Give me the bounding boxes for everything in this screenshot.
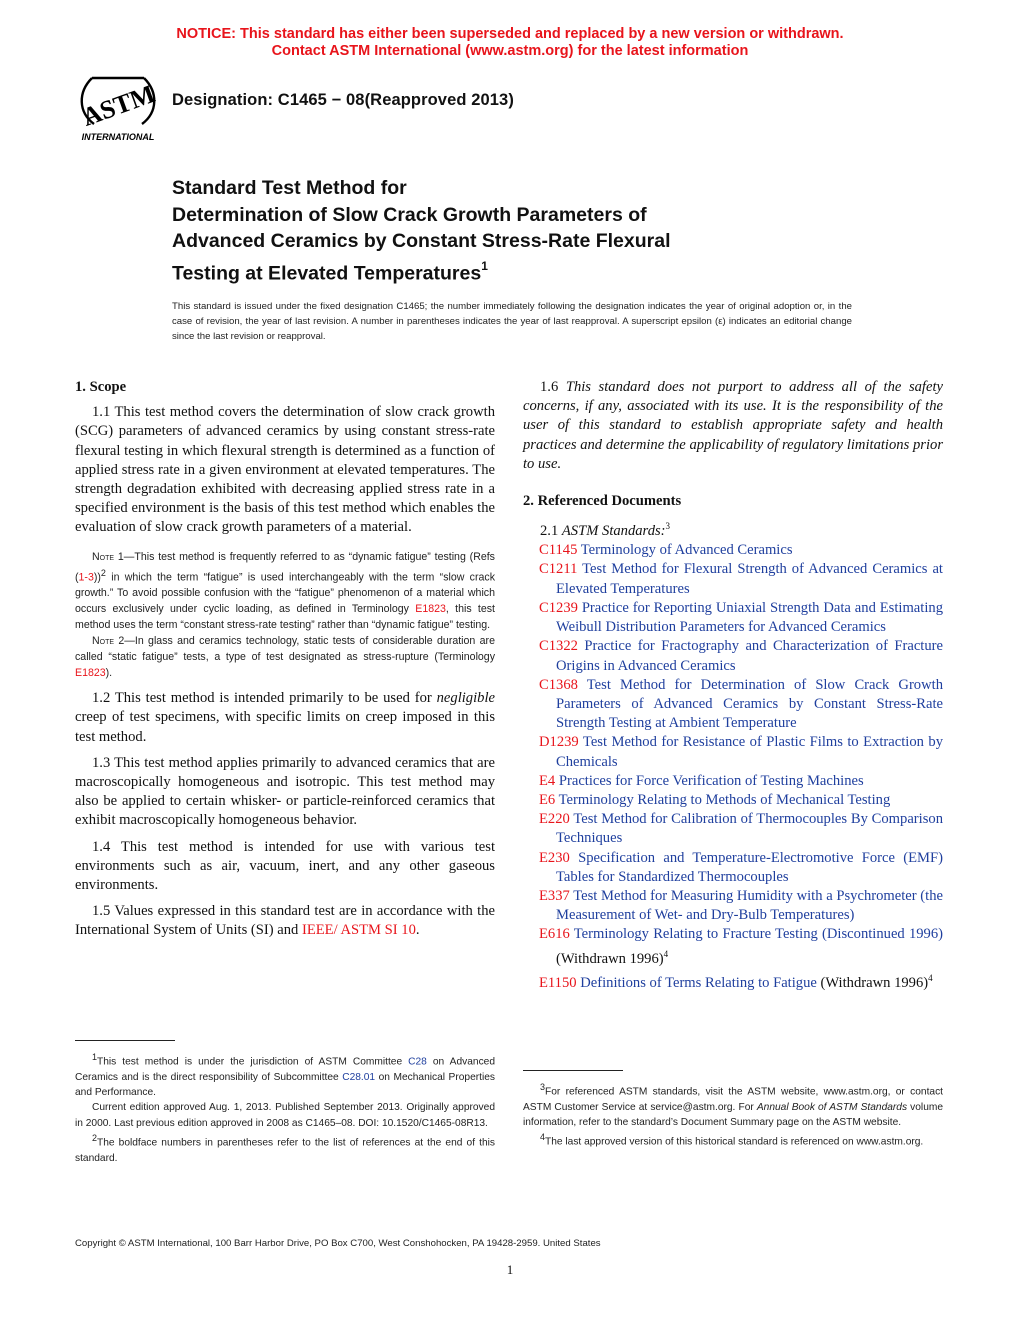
notice-line-1: NOTICE: This standard has either been superseded and replaced by a new version or withdrawn.	[176, 26, 844, 42]
reference-item	[523, 791, 943, 810]
reference-code-link[interactable]: C1145	[539, 542, 578, 559]
issuance-statement: This standard is issued under the fixed designation C1465; the number immediately following the designation indicates the year of original adoption or, in the case of revision, the year of last revision. A number in parentheses indicates the year of last reapproval. A superscript epsilon (ε) indicates an editorial change since the last revision or reapproval.	[172, 301, 852, 342]
footnote-1-edition: Current edition approved Aug. 1, 2013. Published September 2013. Originally approved in 2000. Last previous edition approved in 2008 as C1465–08. DOI: 10.1520/C1465-08R13.	[75, 1102, 495, 1129]
reference-item	[523, 849, 943, 887]
document-title	[172, 175, 671, 287]
reference-code-link[interactable]: C1211	[539, 561, 578, 578]
logo-text: ASTM	[78, 78, 159, 132]
para-2-1	[523, 517, 943, 541]
reference-code-link[interactable]: E220	[539, 811, 570, 828]
reference-title-link[interactable]: Specification and Temperature-Electromotive Force (EMF) Tables for Standardized Thermocouples	[556, 849, 943, 885]
reference-title-link[interactable]: Test Method for Determination of Slow Crack Growth Parameters of Advanced Ceramics by Constant Stress-Rate Strength Testing at Ambient Temperature	[556, 676, 943, 732]
note-2-text-b: ).	[105, 667, 113, 680]
left-footnotes	[75, 1050, 495, 1166]
reference-title-link[interactable]: Test Method for Calibration of Thermocouples By Comparison Techniques	[556, 811, 943, 847]
footnote-3-text-b: volume information, refer to the standard’s Document Summary page on the ASTM website.	[523, 1101, 944, 1128]
referenced-standards-list	[523, 541, 943, 992]
reference-code-link[interactable]: C1239	[539, 599, 578, 616]
c28-01-link[interactable]: C28.01	[342, 1071, 376, 1083]
footnote-3-emphasis: Annual Book of ASTM Standards	[756, 1101, 908, 1113]
superseded-notice	[0, 26, 1020, 60]
reference-code-link[interactable]: C1322	[539, 638, 578, 655]
note-1-text-a: —This test method is frequently referred to as “dynamic fatigue” testing (Refs (	[75, 550, 495, 584]
footnote-4	[523, 1130, 943, 1150]
para-1-5	[75, 902, 495, 940]
para-1-5-text-b: .	[415, 922, 420, 939]
footnote-4-mark: 4	[540, 1132, 546, 1143]
note-1	[75, 549, 495, 634]
title-line-3: Advanced Ceramics by Constant Stress-Rate Flexural	[172, 230, 671, 252]
section-2-heading: 2. Referenced Documents	[523, 493, 682, 510]
reference-item	[523, 599, 943, 637]
title-line-2: Determination of Slow Crack Growth Parameters of	[172, 203, 647, 226]
reference-item	[523, 969, 943, 993]
designation: Designation: C1465 − 08(Reapproved 2013)	[172, 91, 514, 109]
reference-code-link[interactable]: E1150	[539, 974, 577, 991]
e1823-link-2[interactable]: E1823	[75, 667, 106, 680]
note-2	[75, 633, 495, 681]
footnote-3-ref[interactable]: 3	[665, 521, 671, 532]
footnote-2-ref[interactable]: 2	[100, 567, 106, 578]
e1823-link[interactable]: E1823	[415, 603, 446, 616]
reference-title-link[interactable]: Practice for Reporting Uniaxial Strength Data and Estimating Weibull Distribution Parameters for Advanced Ceramics	[556, 599, 943, 636]
reference-code-link[interactable]: E616	[539, 926, 570, 943]
note-1-text-c: in which the term “fatigue” is used interchangeably with the term “slow crack growth.” To avoid possible confusion with the “fatigue” phenomenon of a material which occurs exclusively under cyclic loading, as defined in Terminology	[75, 571, 495, 616]
reference-title-link[interactable]: Test Method for Flexural Strength of Advanced Ceramics at Elevated Temperatures	[556, 561, 943, 597]
title-line-4-text: Testing at Elevated Temperatures	[172, 262, 482, 284]
reference-item	[523, 560, 943, 598]
para-2-1-text-a: 2.1	[540, 523, 562, 540]
footnote-2-mark: 2	[92, 1132, 98, 1143]
reference-withdrawn: (Withdrawn 1996)	[556, 950, 664, 967]
footnote-2-text: The boldface numbers in parentheses refer to the list of references at the end of this standard.	[75, 1137, 495, 1164]
c28-link[interactable]: C28	[408, 1056, 427, 1068]
footnote-3	[523, 1080, 943, 1130]
title-footnote-ref[interactable]: 1	[481, 258, 488, 273]
footnote-1	[75, 1050, 495, 1100]
notice-line-2: Contact ASTM International (www.astm.org) for the latest information	[271, 43, 749, 59]
footnote-4-text: The last approved version of this historical standard is referenced on www.astm.org.	[545, 1136, 924, 1148]
footnote-4-ref[interactable]: 4	[663, 948, 669, 959]
ieee-astm-si10-link[interactable]: IEEE/ ASTM SI 10	[301, 922, 416, 939]
page-number: 1	[506, 1262, 514, 1277]
para-1-4: 1.4 This test method is intended for use with various test environments such as air, vacuum, inert, and any other gaseous environments.	[75, 838, 495, 893]
para-1-2-text-b: creep of test specimens, with specific limits on creep imposed in this test method.	[75, 709, 495, 745]
note-1-text-d: , this test method uses the term “constant stress-rate testing” rather than “dynamic fatigue” testing.	[75, 603, 495, 632]
reference-item	[523, 541, 943, 560]
section-1-heading: 1. Scope	[75, 379, 127, 395]
logo-subtext: INTERNATIONAL	[81, 132, 155, 142]
reference-item	[523, 772, 943, 791]
footnote-1-text-a: This test method is under the jurisdiction of ASTM Committee	[97, 1056, 409, 1068]
right-footnotes	[523, 1080, 943, 1150]
reference-title-link[interactable]: Test Method for Measuring Humidity with a Psychrometer (the Measurement of Wet- and Dry-Bulb Temperatures)	[556, 887, 943, 924]
left-column	[75, 378, 495, 941]
reference-title-link[interactable]: Test Method for Resistance of Plastic Films to Extraction by Chemicals	[556, 734, 943, 770]
footnote-2	[75, 1131, 495, 1166]
right-footnote-rule	[523, 1070, 623, 1071]
footnote-4-ref[interactable]: 4	[928, 972, 933, 983]
reference-title-link[interactable]: Practices for Force Verification of Testing Machines	[555, 772, 864, 789]
reference-title-link[interactable]: Terminology of Advanced Ceramics	[577, 542, 793, 559]
reference-title-link[interactable]: Practice for Fractography and Characterization of Fracture Origins in Advanced Ceramics	[556, 638, 943, 674]
para-1-2-text-a: 1.2 This test method is intended primarily to be used for	[92, 690, 437, 707]
para-1-2-emphasis: negligible	[436, 690, 495, 707]
footnote-3-text-a: For referenced ASTM standards, visit the ASTM website, www.astm.org, or contact ASTM Customer Service at service@astm.org. For	[523, 1086, 943, 1113]
reference-code-link[interactable]: E337	[539, 887, 570, 904]
reference-title-link[interactable]: Terminology Relating to Fracture Testing (Discontinued 1996)	[569, 926, 943, 943]
reference-item	[523, 887, 943, 925]
note-1-label: Note 1	[92, 550, 124, 563]
copyright-footer: Copyright © ASTM International, 100 Barr Harbor Drive, PO Box C700, West Conshohocken, PA 19428-2959. United States	[75, 1238, 601, 1249]
note-1-text-b: ))	[93, 571, 101, 584]
note-2-label: Note 2	[92, 635, 125, 648]
reference-title-link[interactable]: Definitions of Terms Relating to Fatigue	[576, 974, 817, 991]
footnote-1-mark: 1	[92, 1052, 98, 1062]
para-1-6	[523, 378, 943, 474]
para-2-1-emphasis: ASTM Standards:	[561, 523, 666, 540]
note-2-text-a: —In glass and ceramics technology, static tests of considerable duration are called “static fatigue” tests, a type of test designated as stress-rupture (Terminology	[75, 635, 495, 664]
title-line-4	[172, 255, 671, 287]
reference-item	[523, 676, 943, 734]
reference-code-link[interactable]: C1368	[539, 676, 578, 693]
reference-item	[523, 733, 943, 771]
astm-logo	[72, 70, 164, 146]
footnote-1-text-c: on Mechanical Properties and Performance.	[75, 1071, 495, 1098]
reference-item	[523, 925, 943, 968]
para-1-5-text-a: 1.5 Values expressed in this standard test are in accordance with the International System of Units (SI) and	[75, 903, 495, 939]
reference-withdrawn: (Withdrawn 1996)	[816, 974, 929, 991]
reference-item	[523, 637, 943, 675]
para-1-2	[75, 689, 495, 747]
reference-code-link[interactable]: E4	[539, 772, 556, 789]
footnote-1-text-b: on Advanced Ceramics and is the direct responsibility of Subcommittee	[75, 1056, 495, 1083]
title-line-1: Standard Test Method for	[172, 177, 407, 199]
footnote-3-mark: 3	[540, 1082, 546, 1092]
para-1-6-text-a: 1.6	[540, 379, 566, 395]
reference-code-link[interactable]: E6	[539, 791, 556, 808]
left-footnote-rule	[75, 1040, 175, 1041]
reference-title-link[interactable]: Terminology Relating to Methods of Mechanical Testing	[555, 791, 891, 808]
reference-item	[523, 810, 943, 848]
reference-code-link[interactable]: E230	[539, 849, 570, 866]
para-1-1: 1.1 This test method covers the determination of slow crack growth (SCG) parameters of advanced ceramics by using constant stress-rate flexural testing in which flexural strength is determined as a function of applied stress rate in a given environment at elevated temperatures. The strength degradation exhibited with decreasing applied stress rate in a specified environment is the basis of this test method which enables the evaluation of slow crack growth parameters of a material.	[75, 404, 495, 536]
para-1-3: 1.3 This test method applies primarily to advanced ceramics that are macroscopically homogeneous and isotropic. This test method may also be applied to certain whisker- or particle-reinforced ceramics that exhibit macroscopically homogeneous behavior.	[75, 754, 495, 829]
reference-code-link[interactable]: D1239	[539, 734, 579, 751]
right-column	[523, 378, 943, 993]
refs-link[interactable]: 1-3	[78, 571, 94, 584]
para-1-6-safety-text: This standard does not purport to address all of the safety concerns, if any, associated with its use. It is the responsibility of the user of this standard to establish appropriate safety and health practices and determine the applicability of regulatory limitations prior to use.	[523, 379, 943, 472]
